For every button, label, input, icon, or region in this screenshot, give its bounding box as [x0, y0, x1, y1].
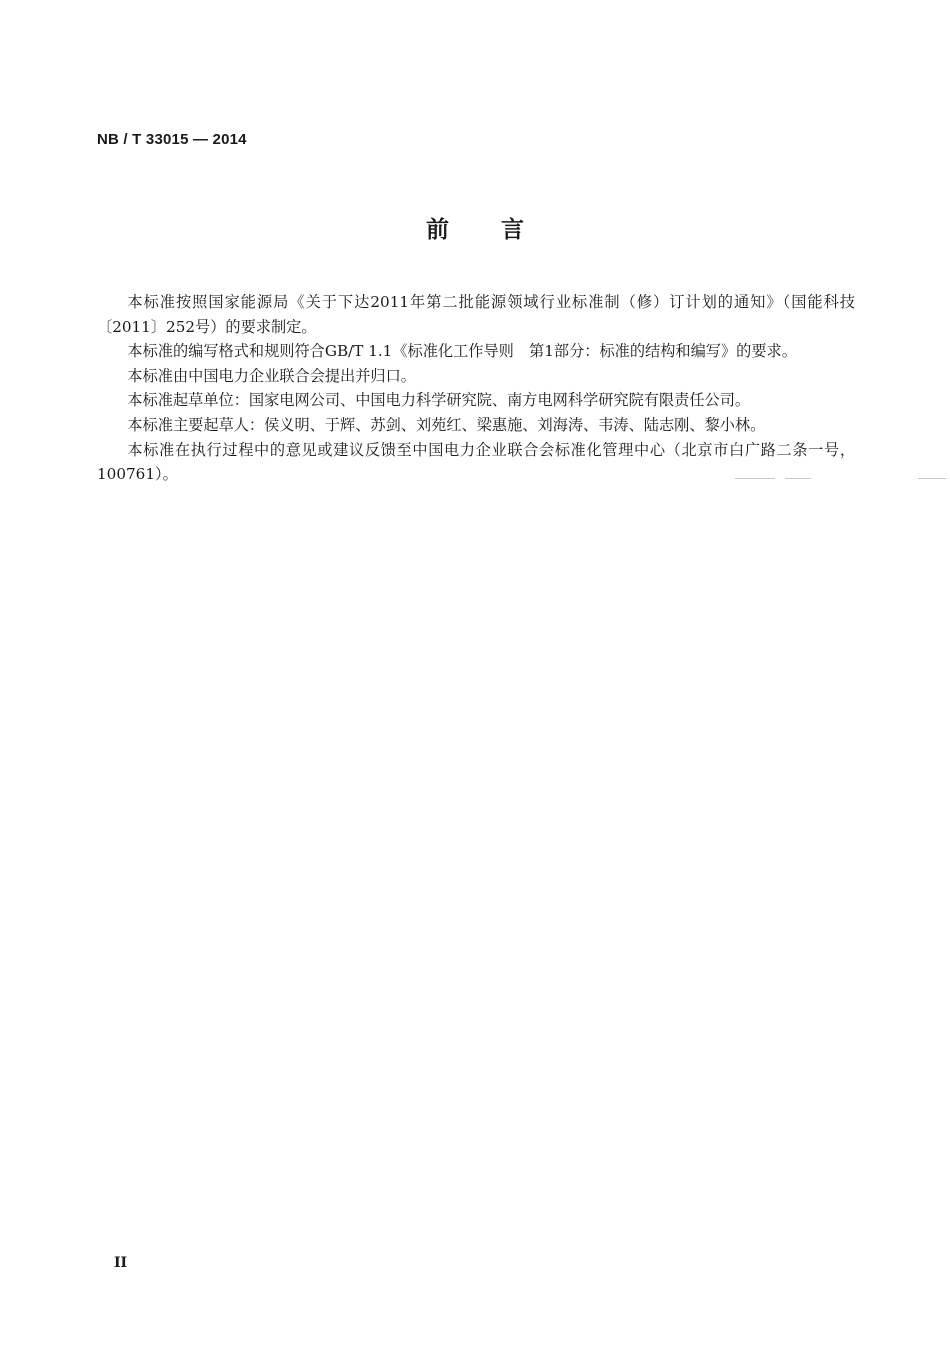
scan-artifact-line — [735, 478, 775, 479]
paragraph-format-rules: 本标准的编写格式和规则符合GB/T 1.1《标准化工作导则 第1部分：标准的结构和编写》的要求。 — [127, 342, 797, 361]
scan-artifact-line — [785, 478, 811, 479]
paragraph-drafters: 本标准主要起草人：侯义明、于辉、苏剑、刘苑红、梁惠施、刘海涛、韦涛、陆志刚、黎小林。 — [127, 415, 766, 434]
paragraph-plan-notice: 本标准按照国家能源局《关于下达2011年第二批能源领域行业标准制（修）订计划的通知》（国能科技〔2011〕252号）的要求制定。 — [97, 293, 855, 336]
paragraph-proposer: 本标准由中国电力企业联合会提出并归口。 — [127, 366, 416, 385]
paragraph-drafting-units: 本标准起草单位：国家电网公司、中国电力科学研究院、南方电网科学研究院有限责任公司。 — [127, 391, 751, 410]
document-code: NB / T 33015 — 2014 — [97, 131, 247, 148]
page-number: II — [114, 1255, 128, 1271]
page-title: 前言 — [426, 217, 576, 243]
scan-artifact-line — [918, 478, 946, 479]
paragraph-feedback: 本标准在执行过程中的意见或建议反馈至中国电力企业联合会标准化管理中心（北京市白广路二条一号，100761）。 — [97, 440, 855, 484]
foreword-body — [97, 290, 855, 487]
